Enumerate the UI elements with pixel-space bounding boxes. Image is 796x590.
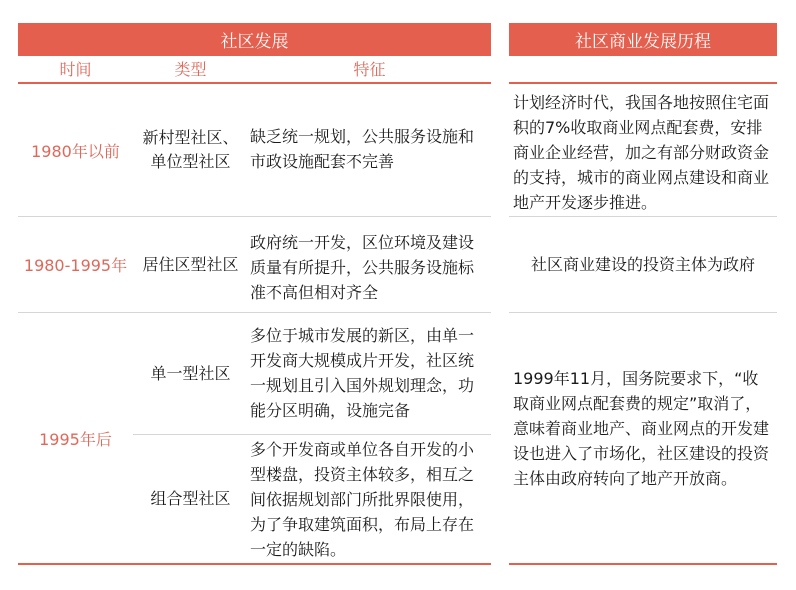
row-divider xyxy=(509,312,777,313)
row3a-feature: 多位于城市发展的新区，由单一开发商大规模成片开发，社区统一规划且引入国外规划理念，功能分区明确，设施完备 xyxy=(250,326,475,420)
right-row3: 1999年11月，国务院要求下，“收取商业网点配套费的规定”取消了，意味着商业地产、商业网点的开发建设也进入了市场化，社区建设的投资主体由政府转向了地产开放商。 xyxy=(513,369,770,488)
right-table-title: 社区商业发展历程 xyxy=(509,23,777,56)
right-bottom-border xyxy=(509,563,777,565)
right-header-divider xyxy=(509,82,777,84)
row1-time: 1980年以前 xyxy=(31,141,120,161)
row3-time: 1995年后 xyxy=(39,429,112,449)
right-row2: 社区商业建设的投资主体为政府 xyxy=(530,255,755,274)
row2-time: 1980-1995年 xyxy=(23,256,128,275)
row1-feature: 缺乏统一规划，公共服务设施和市政设施配套不完善 xyxy=(250,127,475,171)
row3b-type: 组合型社区 xyxy=(150,489,231,508)
header-type: 类型 xyxy=(174,60,207,79)
row2-feature: 政府统一开发，区位环境及建设质量有所提升，公共服务设施标准不高但相对齐全 xyxy=(250,233,475,302)
left-bottom-border xyxy=(18,563,491,565)
header-time: 时间 xyxy=(59,60,92,79)
row3b-feature: 多个开发商或单位各自开发的小型楼盘，投资主体较多，相互之间依据规划部门所批界限使用，为了争取建筑面积，布局上存在一定的缺陷。 xyxy=(250,440,475,559)
row3a-type: 单一型社区 xyxy=(150,363,231,383)
row1-type: 新村型社区、单位型社区 xyxy=(142,128,239,171)
left-table-title: 社区发展 xyxy=(18,23,491,56)
header-feature: 特征 xyxy=(353,60,386,79)
row2-type: 居住区型社区 xyxy=(142,254,239,274)
right-row1: 计划经济时代，我国各地按照住宅面积的7%收取商业网点配套费，安排商业企业经营，加之有部分财政资金的支持，城市的商业网点建设和商业地产开发逐步推进。 xyxy=(513,93,770,212)
